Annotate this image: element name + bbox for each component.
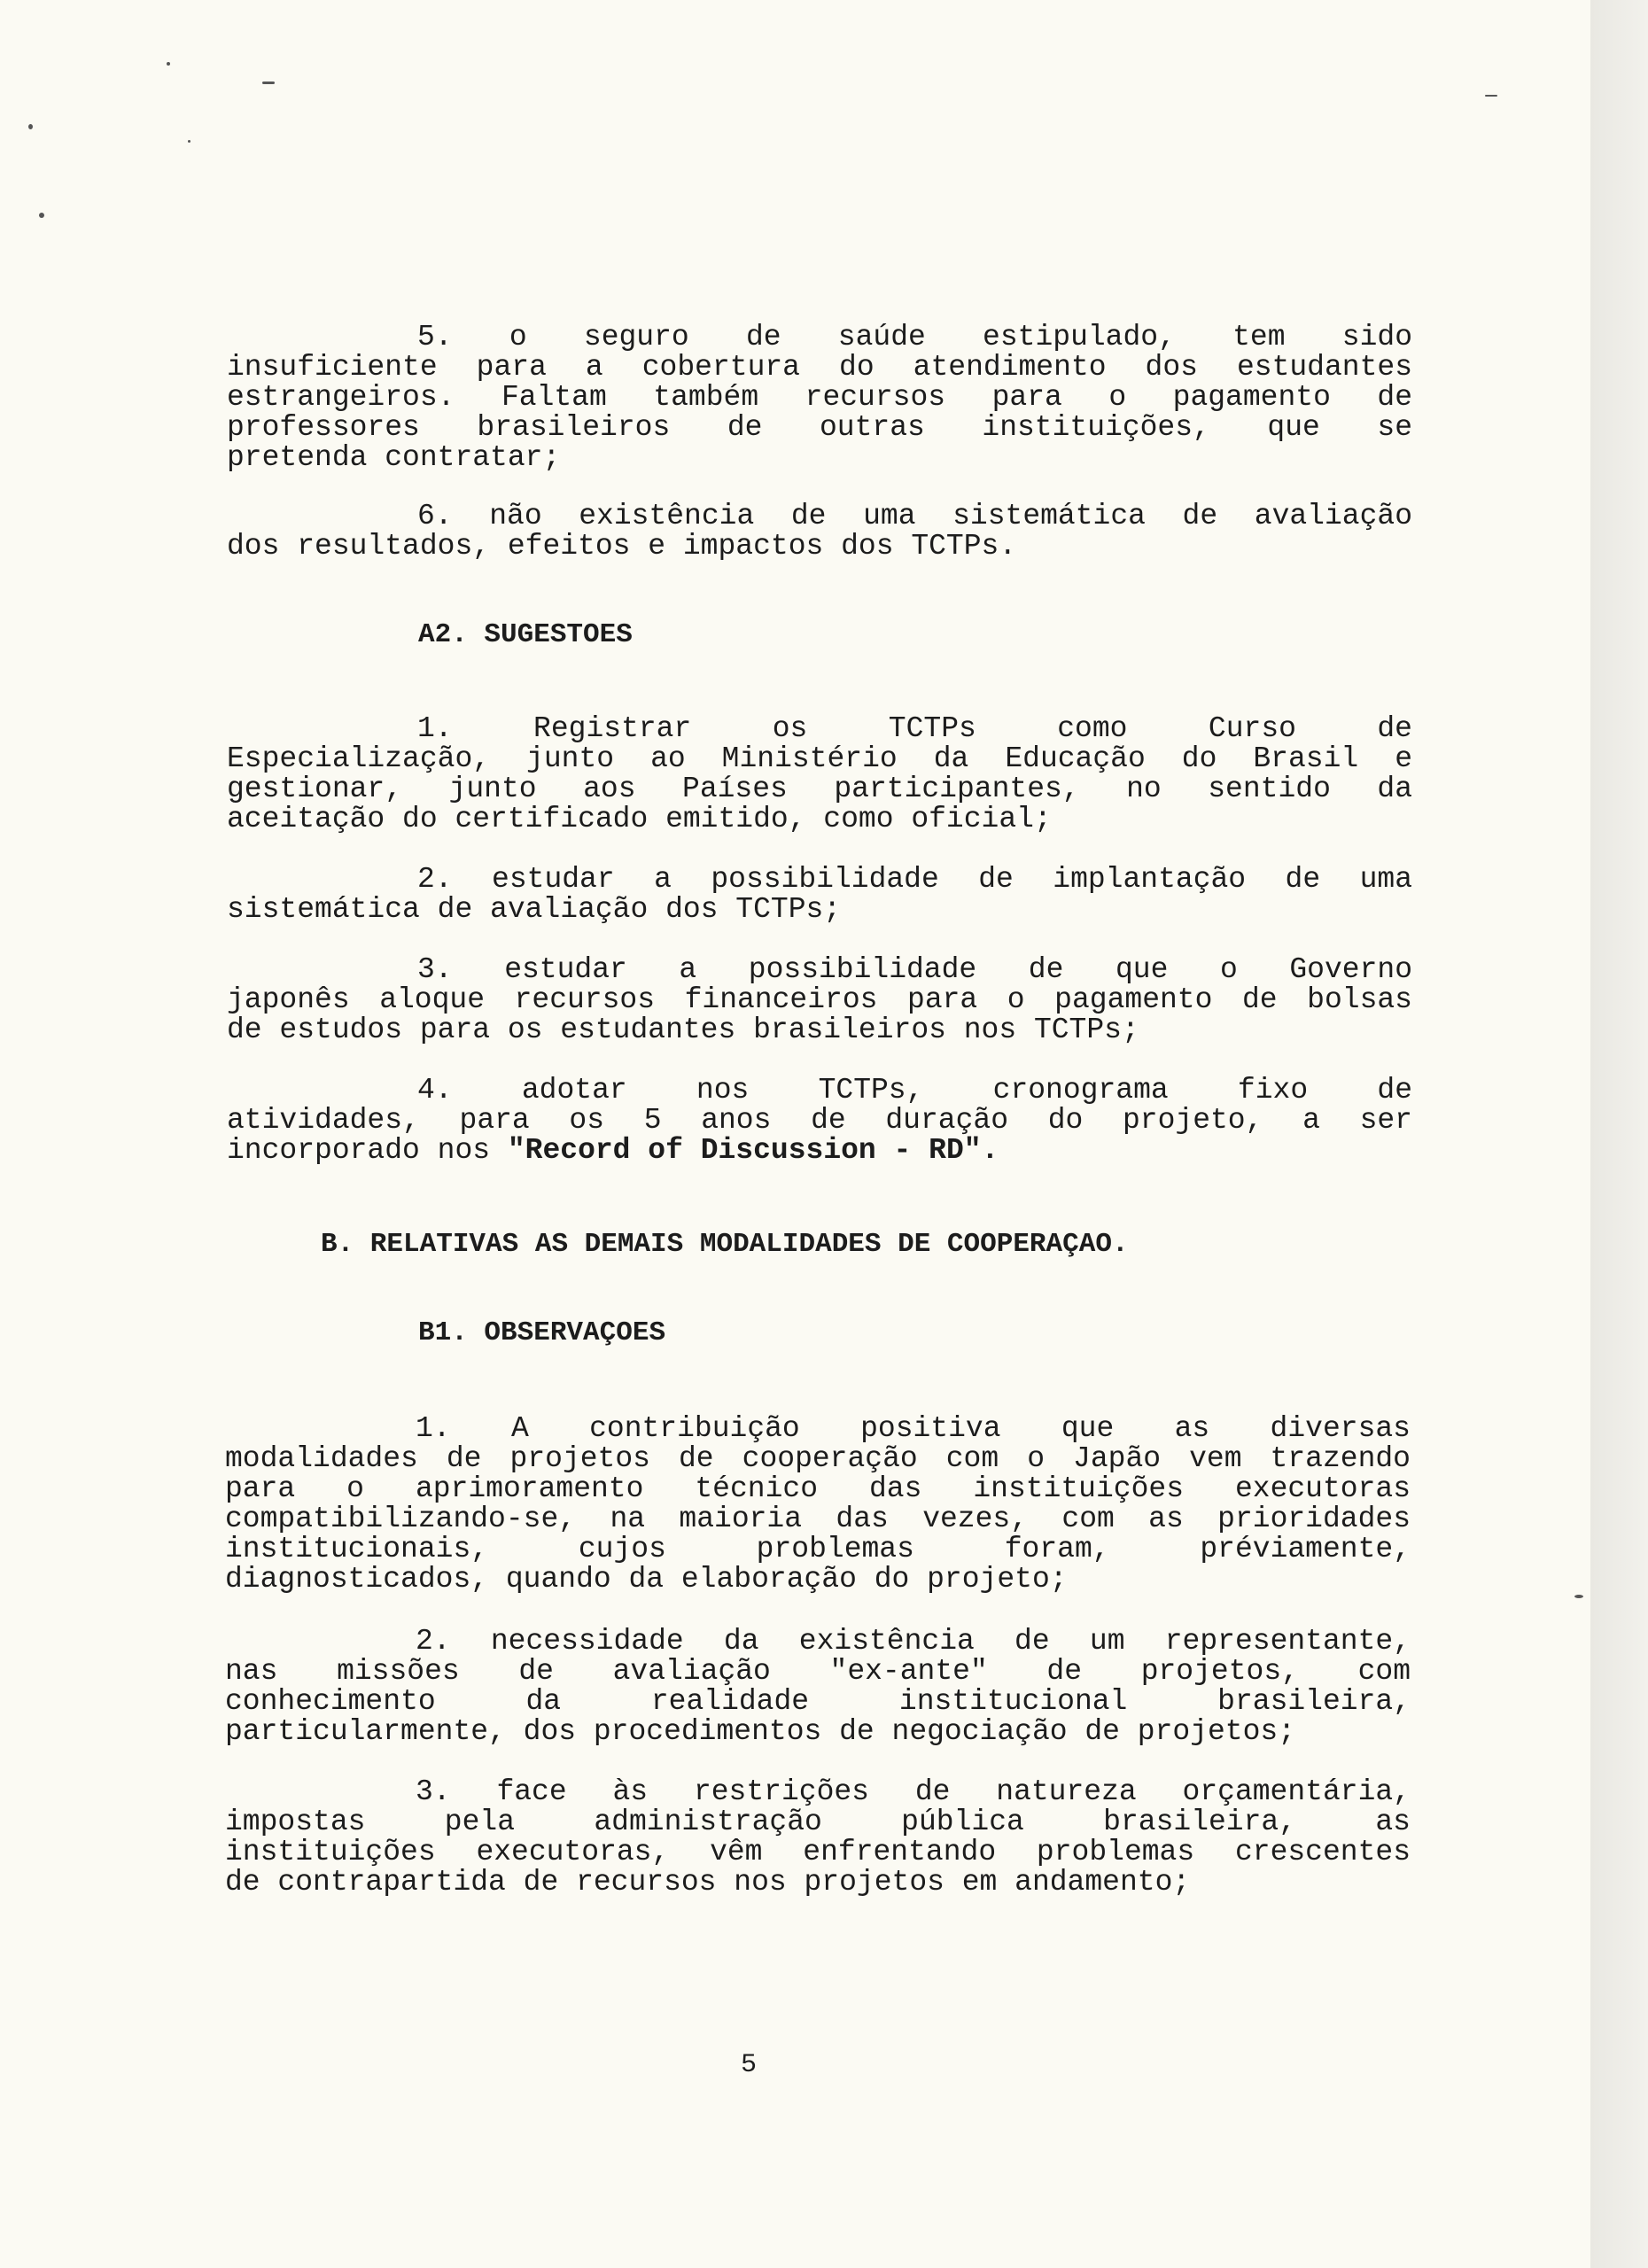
page-number: 5 bbox=[741, 2050, 758, 2080]
paragraph-b1-2 bbox=[225, 1627, 1411, 1747]
text-line bbox=[227, 1136, 1412, 1166]
heading-a2: A2. SUGESTOES bbox=[418, 619, 633, 650]
scan-speck bbox=[1574, 1595, 1583, 1598]
text-line: Especialização, junto ao Ministério da Educação do Brasil e bbox=[227, 742, 1412, 775]
text-line: pretenda contratar; bbox=[227, 441, 561, 474]
text-line: modalidades de projetos de cooperação com o Japão vem trazendo bbox=[225, 1442, 1411, 1475]
text-line: 2. estudar a possibilidade de implantação de uma bbox=[417, 863, 1412, 896]
text-line: japonês aloque recursos financeiros para o pagamento de bolsas bbox=[227, 983, 1412, 1016]
scan-speck bbox=[188, 140, 190, 143]
text-line: 4. adotar nos TCTPs, cronograma fixo de bbox=[417, 1074, 1412, 1107]
paragraph-b1-1 bbox=[225, 1414, 1411, 1595]
text-line: professores brasileiros de outras instituições, que se bbox=[227, 411, 1412, 444]
text-line: instituições executoras, vêm enfrentando problemas crescentes bbox=[225, 1836, 1411, 1868]
text-line: 1. A contribuição positiva que as diversas bbox=[416, 1412, 1411, 1445]
text-line: gestionar, junto aos Países participantes, no sentido da bbox=[227, 773, 1412, 805]
text-line: de estudos para os estudantes brasileiros nos TCTPs; bbox=[227, 1014, 1139, 1046]
text-line: 6. não existência de uma sistemática de avaliação bbox=[417, 500, 1412, 532]
paragraph-b1-3 bbox=[225, 1777, 1411, 1898]
scan-speck bbox=[167, 62, 170, 66]
text-line: impostas pela administração pública brasileira, as bbox=[225, 1806, 1411, 1838]
scan-speck bbox=[1485, 95, 1497, 97]
text-line: diagnosticados, quando da elaboração do projeto; bbox=[225, 1563, 1068, 1596]
heading-b: B. RELATIVAS AS DEMAIS MODALIDADES DE COOPERAÇAO. bbox=[321, 1229, 1129, 1260]
paragraph-a2-1 bbox=[227, 714, 1412, 835]
scan-speck bbox=[28, 124, 33, 129]
heading-b1: B1. OBSERVAÇOES bbox=[418, 1317, 666, 1348]
text-line: 5. o seguro de saúde estipulado, tem sido bbox=[417, 321, 1412, 353]
paragraph-a2-4 bbox=[227, 1076, 1412, 1166]
text-line: nas missões de avaliação "ex-ante" de projetos, com bbox=[225, 1655, 1411, 1688]
paragraph-a2-2 bbox=[227, 865, 1412, 925]
paragraph-a1-5 bbox=[227, 322, 1412, 473]
scan-edge bbox=[1590, 0, 1648, 2268]
text-line: sistemática de avaliação dos TCTPs; bbox=[227, 893, 842, 926]
text-line: dos resultados, efeitos e impactos dos TCTPs. bbox=[227, 530, 1017, 563]
text-line: de contrapartida de recursos nos projetos em andamento; bbox=[225, 1866, 1191, 1899]
scan-speck bbox=[39, 213, 44, 218]
text-line: insuficiente para a cobertura do atendimento dos estudantes bbox=[227, 351, 1412, 384]
text-line: 2. necessidade da existência de um representante, bbox=[416, 1625, 1411, 1658]
text-segment: incorporado nos bbox=[227, 1134, 508, 1167]
text-line: 3. estudar a possibilidade de que o Governo bbox=[417, 953, 1412, 986]
text-line: aceitação do certificado emitido, como oficial; bbox=[227, 803, 1052, 835]
text-line: estrangeiros. Faltam também recursos para o pagamento de bbox=[227, 381, 1412, 414]
text-line: conhecimento da realidade institucional brasileira, bbox=[225, 1685, 1411, 1718]
paragraph-a2-3 bbox=[227, 955, 1412, 1045]
text-bold: "Record of Discussion - RD". bbox=[507, 1134, 999, 1167]
text-line: 1. Registrar os TCTPs como Curso de bbox=[417, 712, 1412, 745]
scan-speck bbox=[262, 82, 275, 84]
paragraph-a1-6 bbox=[227, 501, 1412, 562]
text-line: institucionais, cujos problemas foram, préviamente, bbox=[225, 1533, 1411, 1565]
text-line: 3. face às restrições de natureza orçamentária, bbox=[416, 1775, 1411, 1808]
text-line: para o aprimoramento técnico das instituições executoras bbox=[225, 1472, 1411, 1505]
text-line: compatibilizando-se, na maioria das vezes, com as prioridades bbox=[225, 1503, 1411, 1535]
text-line: particularmente, dos procedimentos de negociação de projetos; bbox=[225, 1715, 1295, 1748]
text-line: atividades, para os 5 anos de duração do projeto, a ser bbox=[227, 1104, 1412, 1137]
